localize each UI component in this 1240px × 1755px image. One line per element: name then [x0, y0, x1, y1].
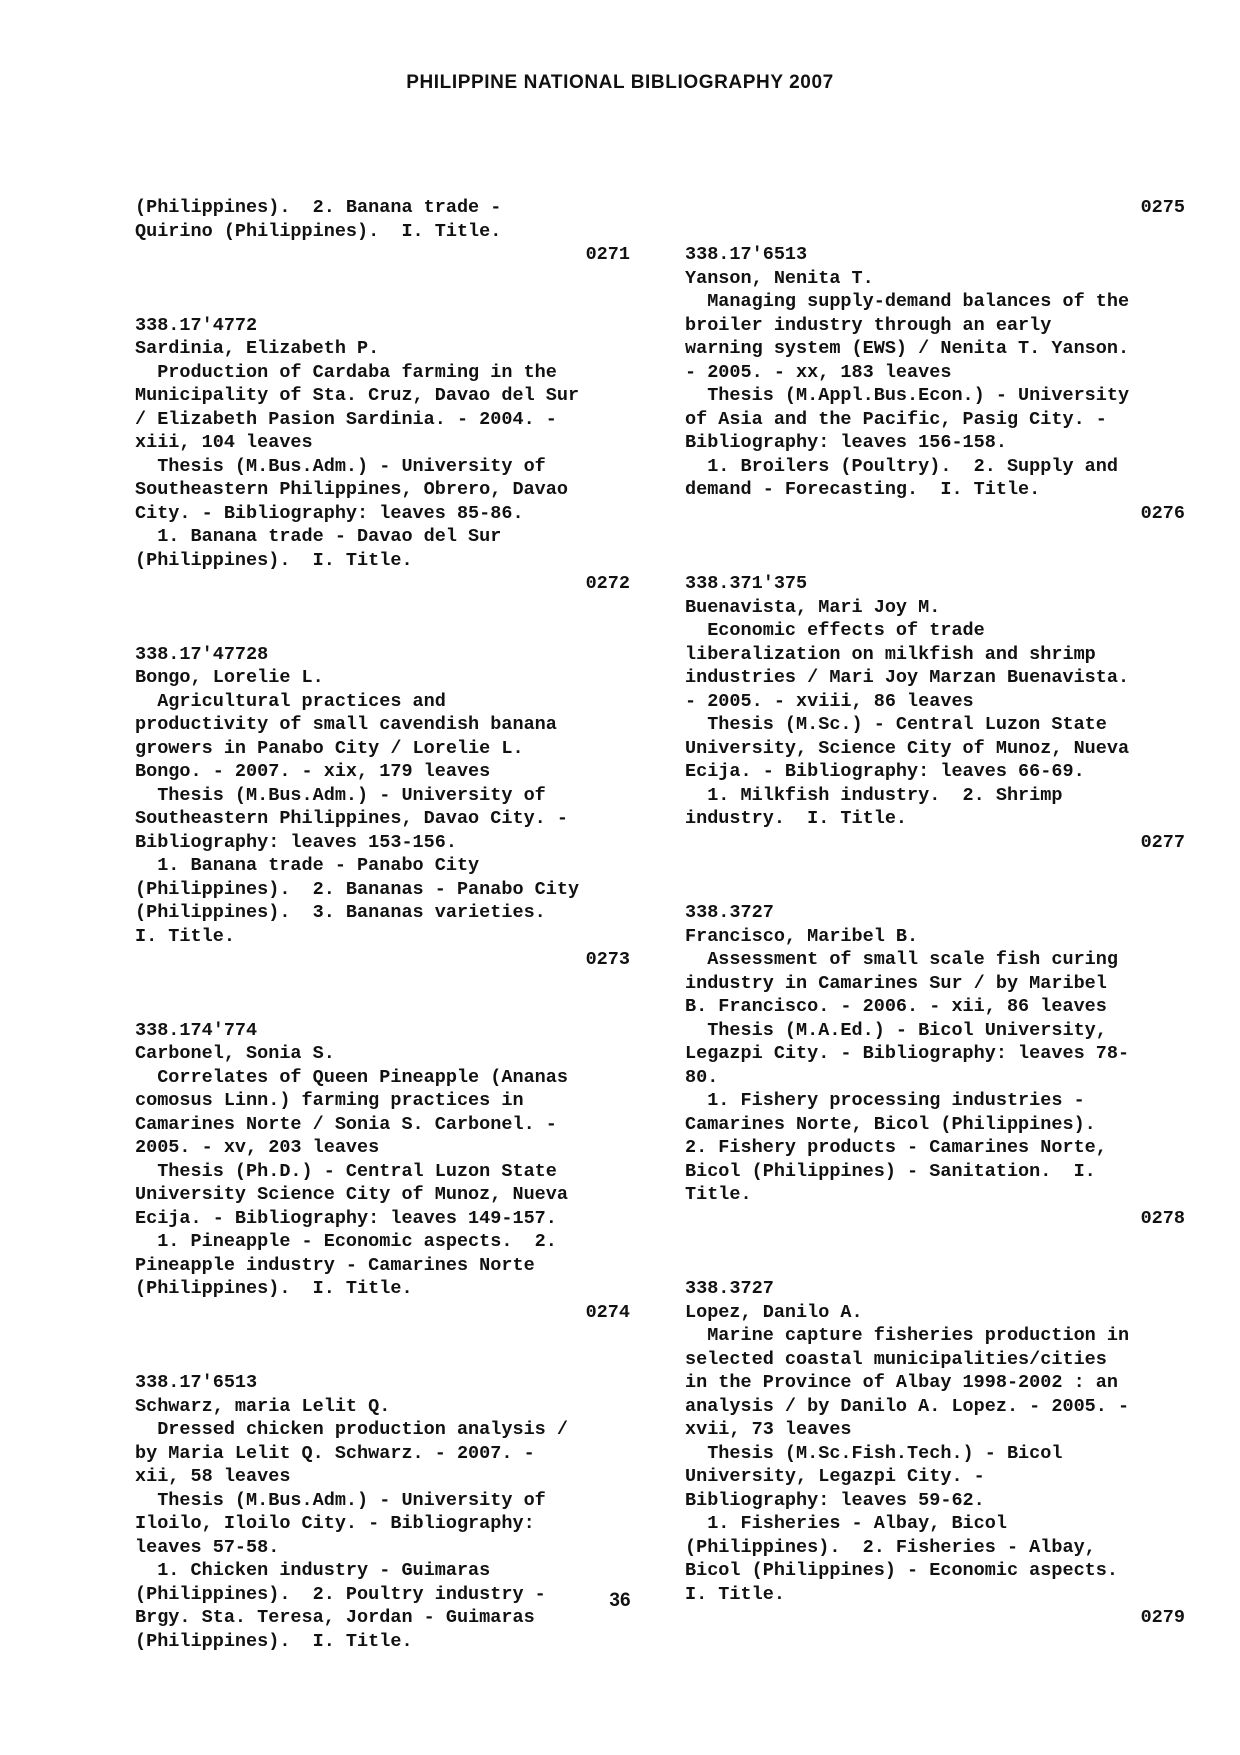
entry-line: Southeastern Philippines, Obrero, Davao	[135, 479, 568, 500]
entry-spacer	[685, 220, 1185, 244]
entry-spacer	[685, 525, 1185, 549]
entry-line: Production of Cardaba farming in the	[135, 361, 557, 383]
entry-line: Thesis (M.Bus.Adm.) - University of	[135, 455, 546, 477]
entry-spacer	[685, 549, 1185, 573]
entry-line: broiler industry through an early	[685, 314, 1052, 336]
entry-line: 1. Milkfish industry. 2. Shrimp	[685, 784, 1063, 806]
entry-number: 0278	[1140, 1207, 1185, 1229]
entry-line: (Philippines). 2. Poultry industry -	[135, 1583, 546, 1605]
entry-line: leaves 57-58.	[135, 1536, 280, 1558]
entry-line: Yanson, Nenita T.	[685, 267, 874, 289]
entry-line: industries / Mari Joy Marzan Buenavista.	[685, 667, 1130, 688]
entry-number: 0271	[585, 244, 630, 265]
entry-spacer	[685, 878, 1185, 902]
entry-line: Thesis (M.Bus.Adm.) - University of	[135, 784, 546, 806]
entry-line: - 2005. - xx, 183 leaves	[685, 361, 952, 383]
entry-line: by Maria Lelit Q. Schwarz. - 2007. -	[135, 1442, 535, 1464]
entry-line: Marine capture fisheries production in	[685, 1325, 1130, 1346]
entry-line: Dressed chicken production analysis /	[135, 1419, 568, 1440]
entry-line: in the Province of Albay 1998-2002 : an	[685, 1372, 1118, 1393]
entry-spacer	[135, 995, 630, 1019]
entry-line: Title.	[685, 1184, 752, 1205]
entry-line: demand - Forecasting. I. Title.	[685, 479, 1041, 500]
entry-line: analysis / by Danilo A. Lopez. - 2005. -	[685, 1395, 1130, 1417]
entry-line: University, Science City of Munoz, Nueva	[685, 737, 1130, 759]
entry-line: 80.	[685, 1066, 719, 1088]
entry-line: productivity of small cavendish banana	[135, 714, 557, 735]
entry-line: (Philippines). 2. Fisheries - Albay,	[685, 1536, 1096, 1558]
entry-spacer	[135, 596, 630, 620]
entry-line: 2. Fishery products - Camarines Norte,	[685, 1137, 1107, 1158]
entry-line: Municipality of Sta. Cruz, Davao del Sur	[135, 385, 580, 406]
entry-number: 0272	[585, 573, 630, 594]
entry-line: B. Francisco. - 2006. - xii, 86 leaves	[685, 996, 1107, 1017]
bibliography-entry	[685, 1277, 1185, 1630]
entry-line: Sardinia, Elizabeth P.	[135, 338, 380, 359]
entry-spacer	[685, 854, 1185, 878]
call-number: 338.3727	[685, 902, 774, 923]
entry-line: 1. Pineapple - Economic aspects. 2.	[135, 1231, 557, 1252]
entry-number: 0273	[585, 949, 630, 970]
entry-line: - 2005. - xviii, 86 leaves	[685, 690, 974, 712]
continuation-line: Quirino (Philippines). I. Title.	[135, 220, 502, 242]
page-header-title: PHILIPPINE NATIONAL BIBLIOGRAPHY 2007	[406, 72, 834, 93]
entry-line: 1. Fishery processing industries -	[685, 1090, 1085, 1111]
left-column	[135, 196, 630, 1653]
entry-line: 1. Banana trade - Davao del Sur	[135, 526, 502, 547]
continuation-line: (Philippines). 2. Banana trade -	[135, 197, 502, 218]
entry-line: Economic effects of trade	[685, 620, 985, 641]
entry-spacer	[135, 619, 630, 643]
entry-line: Thesis (M.Sc.Fish.Tech.) - Bicol	[685, 1442, 1063, 1464]
entry-line: Thesis (Ph.D.) - Central Luzon State	[135, 1160, 557, 1182]
entry-line: Bongo. - 2007. - xix, 179 leaves	[135, 761, 491, 782]
entry-number: 0275	[1140, 197, 1185, 218]
entry-line: comosus Linn.) farming practices in	[135, 1090, 524, 1111]
entry-line: 1. Fisheries - Albay, Bicol	[685, 1513, 1007, 1534]
entry-line: liberalization on milkfish and shrimp	[685, 643, 1096, 665]
entry-line: Thesis (M.Sc.) - Central Luzon State	[685, 714, 1107, 735]
entry-line: Correlates of Queen Pineapple (Ananas	[135, 1066, 568, 1088]
entry-line: Pineapple industry - Camarines Norte	[135, 1254, 535, 1276]
call-number: 338.174'774	[135, 1019, 258, 1041]
entry-number: 0276	[1140, 502, 1185, 524]
call-number: 338.371'375	[685, 573, 808, 594]
entry-line: Bibliography: leaves 59-62.	[685, 1489, 985, 1511]
entry-line: Iloilo, Iloilo City. - Bibliography:	[135, 1513, 535, 1534]
entry-spacer	[135, 972, 630, 996]
entry-spacer	[135, 1324, 630, 1348]
bibliography-entry	[135, 1019, 630, 1325]
entry-line: (Philippines). I. Title.	[135, 1630, 413, 1652]
entry-line: of Asia and the Pacific, Pasig City. -	[685, 408, 1107, 430]
entry-line: selected coastal municipalities/cities	[685, 1348, 1107, 1370]
entry-line: / Elizabeth Pasion Sardinia. - 2004. -	[135, 408, 557, 430]
entry-spacer	[685, 1254, 1185, 1278]
entry-line: xii, 58 leaves	[135, 1466, 291, 1487]
entry-line: Thesis (M.A.Ed.) - Bicol University,	[685, 1019, 1107, 1041]
entry-line: I. Title.	[135, 925, 235, 947]
entry-line: Schwarz, maria Lelit Q.	[135, 1395, 391, 1417]
entry-line: Brgy. Sta. Teresa, Jordan - Guimaras	[135, 1607, 535, 1628]
entry-line: Agricultural practices and	[135, 690, 446, 712]
entry-line: Assessment of small scale fish curing	[685, 949, 1118, 970]
call-number: 338.3727	[685, 1278, 774, 1299]
entry-line: Bibliography: leaves 153-156.	[135, 831, 457, 853]
entry-line: 1. Broilers (Poultry). 2. Supply and	[685, 455, 1118, 477]
call-number: 338.17'6513	[135, 1372, 258, 1393]
entry-spacer	[685, 1230, 1185, 1254]
entry-line: xiii, 104 leaves	[135, 432, 313, 453]
entry-line: Southeastern Philippines, Davao City. -	[135, 808, 568, 829]
entry-line: Bicol (Philippines) - Economic aspects.	[685, 1560, 1118, 1581]
call-number: 338.17'4772	[135, 314, 258, 336]
bibliography-entry	[135, 643, 630, 972]
entry-line: Carbonel, Sonia S.	[135, 1043, 335, 1064]
entry-line: Managing supply-demand balances of the	[685, 291, 1130, 312]
entry-line: Ecija. - Bibliography: leaves 66-69.	[685, 761, 1085, 782]
entry-line: xvii, 73 leaves	[685, 1419, 852, 1440]
entry-line: City. - Bibliography: leaves 85-86.	[135, 502, 524, 524]
entry-spacer	[135, 290, 630, 314]
entry-number: 0277	[1140, 831, 1185, 853]
entry-line: 1. Chicken industry - Guimaras	[135, 1560, 491, 1581]
entry-line: Bibliography: leaves 156-158.	[685, 432, 1007, 453]
entry-line: (Philippines). 2. Bananas - Panabo City	[135, 878, 580, 900]
entry-line: I. Title.	[685, 1583, 785, 1605]
call-number: 338.17'47728	[135, 643, 269, 665]
entry-line: industry in Camarines Sur / by Maribel	[685, 972, 1107, 994]
entry-line: (Philippines). 3. Bananas varieties.	[135, 902, 546, 923]
entry-line: Camarines Norte, Bicol (Philippines).	[685, 1113, 1096, 1135]
entry-line: Lopez, Danilo A.	[685, 1301, 863, 1323]
entry-spacer	[135, 1348, 630, 1372]
entry-line: University, Legazpi City. -	[685, 1466, 985, 1487]
bibliography-entry	[135, 314, 630, 596]
entry-line: Bicol (Philippines) - Sanitation. I.	[685, 1160, 1096, 1182]
entry-spacer	[135, 267, 630, 291]
bibliography-entry	[685, 572, 1185, 854]
entry-line: Legazpi City. - Bibliography: leaves 78-	[685, 1043, 1130, 1064]
entry-number: 0279	[1140, 1607, 1185, 1628]
entry-number: 0274	[585, 1301, 630, 1323]
page-number: 36	[609, 1590, 631, 1611]
entry-line: Francisco, Maribel B.	[685, 925, 919, 947]
right-column	[685, 196, 1185, 1630]
entry-line: (Philippines). I. Title.	[135, 1278, 413, 1299]
bibliography-entry	[685, 243, 1185, 525]
entry-line: Camarines Norte / Sonia S. Carbonel. -	[135, 1113, 557, 1135]
call-number: 338.17'6513	[685, 244, 808, 265]
entry-line: Thesis (M.Appl.Bus.Econ.) - University	[685, 385, 1130, 406]
entry-line: warning system (EWS) / Nenita T. Yanson.	[685, 338, 1130, 359]
bibliography-entry	[685, 901, 1185, 1230]
entry-line: Bongo, Lorelie L.	[135, 667, 324, 688]
entry-line: Ecija. - Bibliography: leaves 149-157.	[135, 1207, 557, 1229]
entry-line: University Science City of Munoz, Nueva	[135, 1184, 568, 1205]
entry-line: Thesis (M.Bus.Adm.) - University of	[135, 1489, 546, 1511]
entry-line: Buenavista, Mari Joy M.	[685, 596, 941, 618]
entry-line: 1. Banana trade - Panabo City	[135, 855, 480, 876]
entry-line: 2005. - xv, 203 leaves	[135, 1137, 380, 1158]
entry-line: growers in Panabo City / Lorelie L.	[135, 737, 524, 759]
entry-line: (Philippines). I. Title.	[135, 549, 413, 571]
entry-line: industry. I. Title.	[685, 808, 908, 829]
